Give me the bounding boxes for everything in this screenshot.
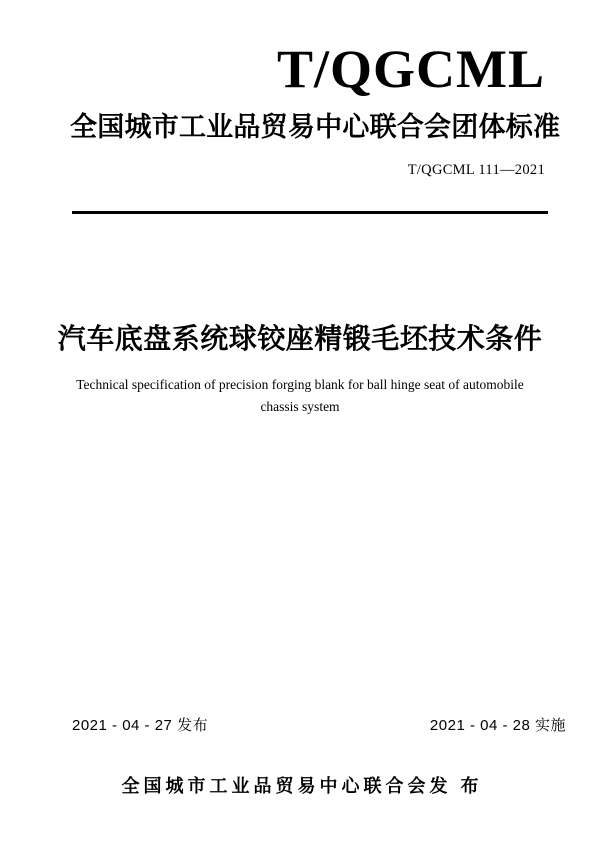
document-title-english-line1: Technical specification of precision forging blank for ball hinge seat of automobile [76, 377, 524, 392]
header-divider-rule [72, 211, 548, 214]
implement-date: 2021 - 04 - 28 实施 [429, 717, 566, 734]
document-title-chinese: 汽车底盘系统球铰座精锻毛坯技术条件 [57, 323, 543, 354]
publisher-line: 全国城市工业品贸易中心联合会发 布 [121, 776, 483, 796]
standard-number: T/QGCML 111—2021 [407, 162, 545, 178]
standard-brand-code: T/QGCML [276, 39, 545, 99]
issue-date: 2021 - 04 - 27 发布 [72, 717, 209, 734]
document-title-english-line2: chassis system [260, 399, 340, 414]
association-standard-heading: 全国城市工业品贸易中心联合会团体标准 [70, 112, 560, 142]
document-title-english [40, 374, 560, 418]
dates-row [72, 714, 566, 735]
